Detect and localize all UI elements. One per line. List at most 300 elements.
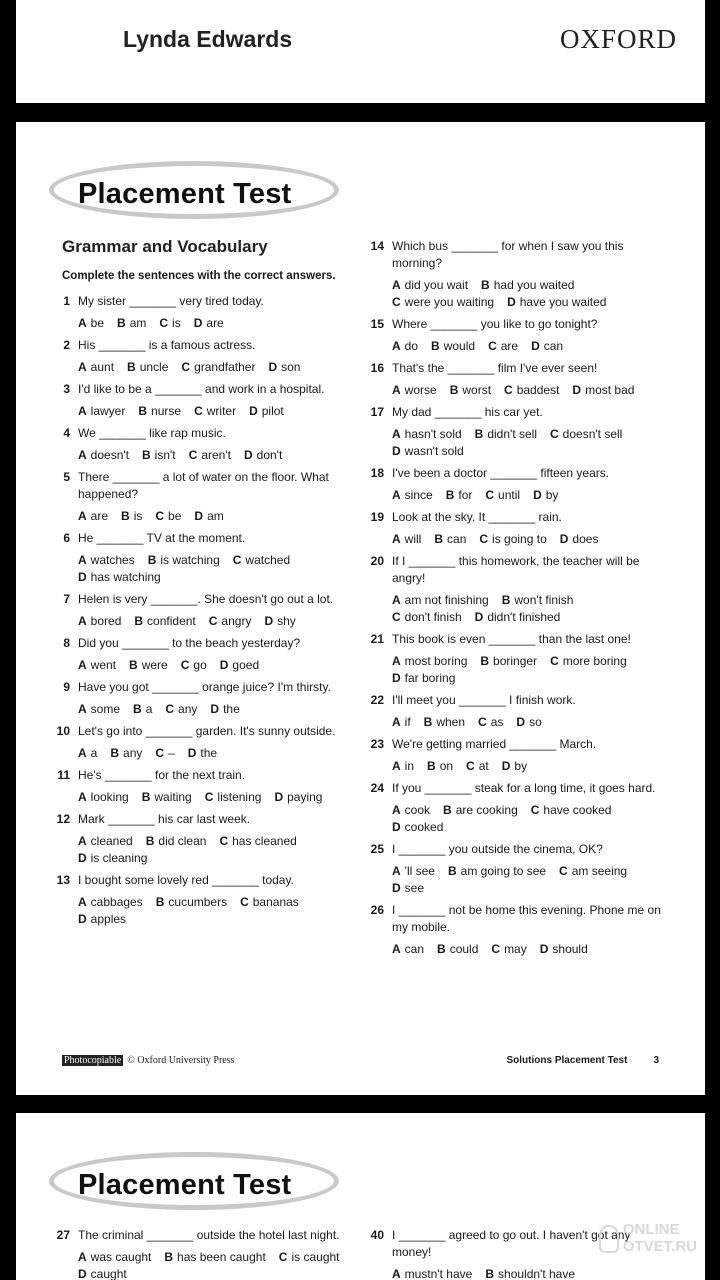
question-item	[368, 465, 668, 504]
option-letter: C	[485, 488, 495, 502]
answer-option[interactable]	[189, 447, 231, 464]
answer-option[interactable]	[392, 670, 455, 687]
option-text: had you waited	[493, 278, 575, 292]
answer-option[interactable]	[279, 1249, 340, 1266]
option-text: son	[281, 360, 301, 374]
option-letter: B	[423, 715, 433, 729]
answer-option[interactable]	[129, 657, 168, 674]
option-letter: C	[180, 658, 190, 672]
option-text: don't finish	[404, 610, 462, 624]
answer-option[interactable]	[560, 531, 599, 548]
option-letter: A	[392, 942, 401, 956]
question-stem: This book is even _______ than the last one!	[392, 632, 631, 646]
question-number: 1	[63, 294, 70, 308]
answer-option[interactable]	[78, 789, 129, 806]
answer-option[interactable]	[133, 701, 152, 718]
answer-option[interactable]	[240, 894, 299, 911]
question-number: 23	[370, 737, 384, 751]
option-letter: C	[550, 427, 559, 441]
option-text: bored	[90, 614, 122, 628]
question-number: 17	[370, 405, 384, 419]
option-letter: A	[392, 339, 401, 353]
question-stem: I _______ not be home this evening. Phone me on my mobile.	[392, 903, 661, 934]
answer-option[interactable]	[392, 338, 418, 355]
option-text: am	[207, 509, 224, 523]
option-letter: B	[147, 553, 157, 567]
series-name: Solutions Placement Test	[506, 1055, 628, 1066]
option-text: isn't	[154, 448, 176, 462]
question-item	[54, 293, 354, 332]
option-text: would	[443, 339, 476, 353]
option-text: can	[447, 532, 467, 546]
option-letter: A	[78, 702, 87, 716]
answer-option[interactable]	[475, 609, 561, 626]
option-text: boringer	[493, 654, 538, 668]
question-item	[368, 841, 668, 897]
answer-options	[392, 531, 668, 548]
answer-options	[392, 426, 668, 460]
answer-options	[78, 359, 354, 376]
question-number: 21	[370, 632, 384, 646]
answer-option[interactable]	[205, 789, 262, 806]
answer-options	[392, 1266, 668, 1280]
question-item	[368, 902, 668, 958]
answer-options	[78, 315, 354, 332]
option-letter: D	[392, 881, 401, 895]
option-text: cleaned	[90, 834, 133, 848]
answer-option[interactable]	[78, 552, 135, 569]
option-text: cabbages	[90, 895, 143, 909]
question-item	[54, 767, 354, 806]
option-text: by	[545, 488, 559, 502]
option-text: cooked	[404, 820, 444, 834]
answer-option[interactable]	[502, 592, 574, 609]
option-letter: A	[392, 1267, 401, 1280]
answer-option[interactable]	[78, 447, 129, 464]
option-letter: D	[533, 488, 542, 502]
question-stem: He's _______ for the next train.	[78, 768, 246, 782]
option-letter: B	[434, 532, 444, 546]
option-text: are	[500, 339, 519, 353]
option-letter: A	[392, 654, 401, 668]
answer-option[interactable]	[268, 359, 300, 376]
option-text: are	[206, 316, 224, 330]
option-letter: D	[210, 702, 220, 716]
option-text: in	[404, 759, 415, 773]
answer-options	[78, 789, 354, 806]
question-item	[54, 530, 354, 586]
option-text: wasn't sold	[404, 444, 464, 458]
option-text: pilot	[261, 404, 284, 418]
option-letter: B	[164, 1250, 174, 1264]
answer-option[interactable]	[559, 863, 627, 880]
answer-option[interactable]	[392, 609, 462, 626]
answer-option[interactable]	[485, 1266, 575, 1280]
answer-option[interactable]	[481, 277, 574, 294]
answer-option[interactable]	[431, 338, 475, 355]
answer-option[interactable]	[504, 382, 559, 399]
option-letter: A	[392, 864, 401, 878]
answer-option[interactable]	[244, 447, 282, 464]
answer-option[interactable]	[392, 531, 421, 548]
answer-option[interactable]	[194, 403, 236, 420]
option-letter: A	[78, 614, 87, 628]
answer-option[interactable]	[502, 758, 527, 775]
option-letter: B	[155, 895, 165, 909]
question-number: 19	[370, 510, 384, 524]
option-letter: C	[392, 295, 401, 309]
option-text: mustn't have	[404, 1267, 473, 1280]
question-number: 27	[56, 1228, 70, 1242]
answer-option[interactable]	[78, 613, 121, 630]
option-letter: A	[392, 532, 401, 546]
answer-options	[392, 382, 668, 399]
answer-option[interactable]	[550, 653, 627, 670]
answer-option[interactable]	[437, 941, 478, 958]
answer-option[interactable]	[219, 833, 296, 850]
answer-option[interactable]	[78, 911, 126, 928]
option-letter: A	[78, 553, 87, 567]
option-text: do	[404, 339, 419, 353]
question-stem: Helen is very _______. She doesn't go out a lot.	[78, 592, 334, 606]
option-letter: D	[249, 404, 258, 418]
oxford-logo: OXFORD	[559, 24, 677, 54]
answer-option[interactable]	[155, 745, 174, 762]
answer-option[interactable]	[134, 613, 195, 630]
answer-option[interactable]	[446, 487, 473, 504]
option-letter: B	[110, 746, 120, 760]
answer-option[interactable]	[448, 863, 546, 880]
option-letter: B	[474, 427, 484, 441]
question-stem: Look at the sky. It _______ rain.	[392, 510, 562, 524]
option-letter: B	[134, 614, 144, 628]
question-stem: Let's go into _______ garden. It's sunny outside.	[78, 724, 336, 738]
option-letter: A	[78, 509, 87, 523]
photocopiable-badge: Photocopiable	[64, 1055, 122, 1066]
footer-series	[506, 1055, 659, 1066]
question-number: 26	[370, 903, 384, 917]
answer-option[interactable]	[78, 833, 133, 850]
option-letter: B	[141, 790, 151, 804]
option-text: shy	[277, 614, 296, 628]
option-text: is caught	[291, 1250, 340, 1264]
question-number: 40	[370, 1228, 384, 1242]
answer-option[interactable]	[392, 1266, 472, 1280]
question-number: 13	[56, 873, 70, 887]
answer-option[interactable]	[188, 745, 217, 762]
answer-option[interactable]	[78, 1249, 151, 1266]
answer-option[interactable]	[466, 758, 489, 775]
option-text: paying	[287, 790, 323, 804]
answer-option[interactable]	[181, 359, 255, 376]
answer-option[interactable]	[516, 714, 541, 731]
option-letter: A	[78, 316, 87, 330]
answer-option[interactable]	[121, 508, 142, 525]
answer-option[interactable]	[392, 802, 430, 819]
answer-option[interactable]	[220, 657, 259, 674]
answer-option[interactable]	[479, 531, 546, 548]
answer-option[interactable]	[78, 745, 97, 762]
option-text: bananas	[252, 895, 299, 909]
option-text: can	[404, 942, 425, 956]
question-item	[368, 736, 668, 775]
option-text: has watching	[90, 570, 161, 584]
option-text: aren't	[201, 448, 231, 462]
answer-option[interactable]	[392, 819, 443, 836]
question-item	[54, 591, 354, 630]
option-letter: B	[445, 488, 455, 502]
option-letter: B	[121, 509, 130, 523]
option-text: be	[90, 316, 105, 330]
answer-option[interactable]	[78, 850, 147, 867]
answer-option[interactable]	[488, 338, 518, 355]
question-number: 9	[63, 680, 70, 694]
option-letter: D	[392, 444, 401, 458]
option-text: until	[498, 488, 521, 502]
question-item	[54, 679, 354, 718]
option-text: confident	[147, 614, 196, 628]
answer-option[interactable]	[443, 802, 518, 819]
answer-option[interactable]	[392, 277, 468, 294]
question-item	[368, 553, 668, 626]
answer-option[interactable]	[210, 701, 239, 718]
answer-option[interactable]	[78, 657, 116, 674]
option-text: since	[404, 488, 433, 502]
answer-option[interactable]	[507, 294, 606, 311]
answer-option[interactable]	[194, 315, 224, 332]
answer-option[interactable]	[181, 657, 207, 674]
answer-option[interactable]	[392, 443, 464, 460]
question-stem: If you _______ steak for a long time, it goes hard.	[392, 781, 656, 795]
answer-option[interactable]	[392, 294, 494, 311]
answer-option[interactable]	[78, 701, 120, 718]
answer-option[interactable]	[392, 653, 467, 670]
answer-options	[78, 508, 354, 525]
option-letter: C	[155, 746, 165, 760]
question-item	[54, 1227, 354, 1280]
answer-option[interactable]	[78, 569, 161, 586]
question-stem: I _______ you outside the cinema, OK?	[392, 842, 603, 856]
section-title: Grammar and Vocabulary	[62, 237, 268, 256]
option-text: should	[552, 942, 588, 956]
option-text: were you waiting	[404, 295, 495, 309]
option-letter: C	[232, 553, 242, 567]
answer-option[interactable]	[142, 789, 192, 806]
answer-options	[78, 552, 354, 586]
answer-option[interactable]	[78, 359, 114, 376]
answer-option[interactable]	[392, 592, 489, 609]
option-text: the	[223, 702, 240, 716]
answer-option[interactable]	[392, 714, 411, 731]
answer-option[interactable]	[531, 802, 612, 819]
option-text: are	[90, 509, 109, 523]
option-text: caught	[90, 1267, 127, 1280]
answer-option[interactable]	[392, 880, 424, 897]
question-stem: I'll meet you _______ I finish work.	[392, 693, 576, 707]
answer-options	[78, 745, 354, 762]
option-letter: C	[219, 834, 229, 848]
option-letter: C	[491, 942, 501, 956]
answer-option[interactable]	[392, 758, 414, 775]
answer-option[interactable]	[427, 758, 453, 775]
option-text: doesn't	[90, 448, 129, 462]
answer-options	[78, 613, 354, 630]
answer-option[interactable]	[138, 403, 181, 420]
answer-option[interactable]	[78, 1266, 127, 1280]
question-stem: My sister _______ very tired today.	[78, 294, 264, 308]
question-number: 7	[63, 592, 70, 606]
option-text: baddest	[516, 383, 560, 397]
answer-option[interactable]	[146, 833, 207, 850]
answer-option[interactable]	[478, 714, 503, 731]
answer-option[interactable]	[450, 382, 491, 399]
next-page	[16, 1113, 705, 1280]
option-text: more boring	[562, 654, 627, 668]
answer-option[interactable]	[475, 426, 537, 443]
option-letter: C	[188, 448, 198, 462]
option-text: has cleaned	[232, 834, 297, 848]
question-stem: The criminal _______ outside the hotel last night.	[78, 1228, 340, 1242]
question-stem: Have you got _______ orange juice? I'm thirsty.	[78, 680, 331, 694]
option-letter: A	[392, 715, 401, 729]
option-text: so	[529, 715, 542, 729]
answer-options	[78, 894, 354, 928]
option-text: does	[572, 532, 599, 546]
option-text: 'll see	[404, 864, 435, 878]
left-column	[54, 1227, 354, 1280]
answer-option[interactable]	[424, 714, 465, 731]
answer-option[interactable]	[209, 613, 252, 630]
answer-option[interactable]	[392, 426, 462, 443]
answer-option[interactable]	[78, 894, 143, 911]
answer-option[interactable]	[264, 613, 295, 630]
option-letter: C	[530, 803, 540, 817]
option-text: has been caught	[177, 1250, 266, 1264]
answer-option[interactable]	[159, 315, 180, 332]
option-letter: A	[78, 790, 87, 804]
question-number: 3	[63, 382, 70, 396]
option-text: is	[172, 316, 181, 330]
answer-option[interactable]	[156, 894, 227, 911]
answer-option[interactable]	[485, 487, 520, 504]
answer-option[interactable]	[148, 552, 220, 569]
option-text: am not finishing	[404, 593, 489, 607]
question-item	[54, 425, 354, 464]
answer-options	[392, 338, 668, 355]
option-text: a	[90, 746, 98, 760]
option-letter: A	[78, 895, 87, 909]
option-text: when	[436, 715, 466, 729]
watermark	[623, 1221, 697, 1255]
question-item	[368, 780, 668, 836]
answer-option[interactable]	[392, 863, 435, 880]
answer-option[interactable]	[392, 382, 437, 399]
answer-options	[392, 863, 668, 897]
question-number: 10	[56, 724, 70, 738]
option-text: –	[168, 746, 175, 760]
answer-option[interactable]	[533, 487, 558, 504]
question-item	[54, 811, 354, 867]
question-number: 16	[370, 361, 384, 375]
answer-option[interactable]	[274, 789, 322, 806]
answer-option[interactable]	[78, 315, 104, 332]
page-number: 3	[653, 1055, 659, 1066]
lightbulb-icon	[599, 1225, 619, 1253]
page-title: Placement Test	[78, 1169, 292, 1201]
answer-option[interactable]	[249, 403, 284, 420]
question-number: 11	[57, 768, 70, 782]
answer-option[interactable]	[127, 359, 168, 376]
option-letter: B	[145, 834, 155, 848]
question-item	[54, 337, 354, 376]
answer-option[interactable]	[550, 426, 622, 443]
answer-options	[78, 657, 354, 674]
answer-option[interactable]	[78, 403, 125, 420]
option-text: on	[439, 759, 454, 773]
answer-option[interactable]	[531, 338, 563, 355]
option-letter: A	[78, 658, 87, 672]
question-stem: Which bus _______ for when I saw you this morning?	[392, 239, 624, 270]
option-text: go	[193, 658, 207, 672]
option-letter: A	[392, 488, 401, 502]
option-text: most bad	[585, 383, 635, 397]
option-text: did you wait	[404, 278, 469, 292]
option-text: don't	[256, 448, 283, 462]
question-number: 14	[370, 239, 384, 253]
option-letter: D	[559, 532, 569, 546]
option-text: cook	[404, 803, 431, 817]
answer-option[interactable]	[142, 447, 176, 464]
answer-option[interactable]	[491, 941, 526, 958]
question-item	[368, 509, 668, 548]
answer-option[interactable]	[572, 382, 634, 399]
answer-option[interactable]	[78, 508, 108, 525]
answer-option[interactable]	[233, 552, 290, 569]
question-stem: There _______ a lot of water on the floor. What happened?	[78, 470, 329, 501]
question-stem: I'd like to be a _______ and work in a hospital.	[78, 382, 325, 396]
answer-option[interactable]	[480, 653, 537, 670]
question-number: 18	[370, 466, 384, 480]
option-letter: A	[392, 759, 401, 773]
answer-option[interactable]	[110, 745, 142, 762]
option-letter: C	[204, 790, 214, 804]
option-letter: B	[138, 404, 148, 418]
option-text: uncle	[139, 360, 169, 374]
option-text: is going to	[492, 532, 547, 546]
question-stem: He _______ TV at the moment.	[78, 531, 246, 545]
option-letter: B	[443, 803, 452, 817]
answer-option[interactable]	[194, 508, 223, 525]
answer-option[interactable]	[392, 487, 433, 504]
question-number: 15	[370, 317, 384, 331]
answer-option[interactable]	[434, 531, 466, 548]
footer-copyright	[62, 1055, 235, 1066]
answer-option[interactable]	[392, 941, 424, 958]
answer-option[interactable]	[117, 315, 146, 332]
question-stem: I've been a doctor _______ fifteen years.	[392, 466, 610, 480]
answer-options	[392, 802, 668, 836]
question-number: 8	[63, 636, 70, 650]
answer-option[interactable]	[540, 941, 588, 958]
answer-option[interactable]	[164, 1249, 265, 1266]
option-letter: A	[78, 1250, 87, 1264]
answer-option[interactable]	[165, 701, 197, 718]
answer-option[interactable]	[155, 508, 181, 525]
option-text: if	[404, 715, 411, 729]
option-letter: C	[550, 654, 559, 668]
option-text: watches	[90, 553, 135, 567]
option-letter: D	[516, 715, 526, 729]
